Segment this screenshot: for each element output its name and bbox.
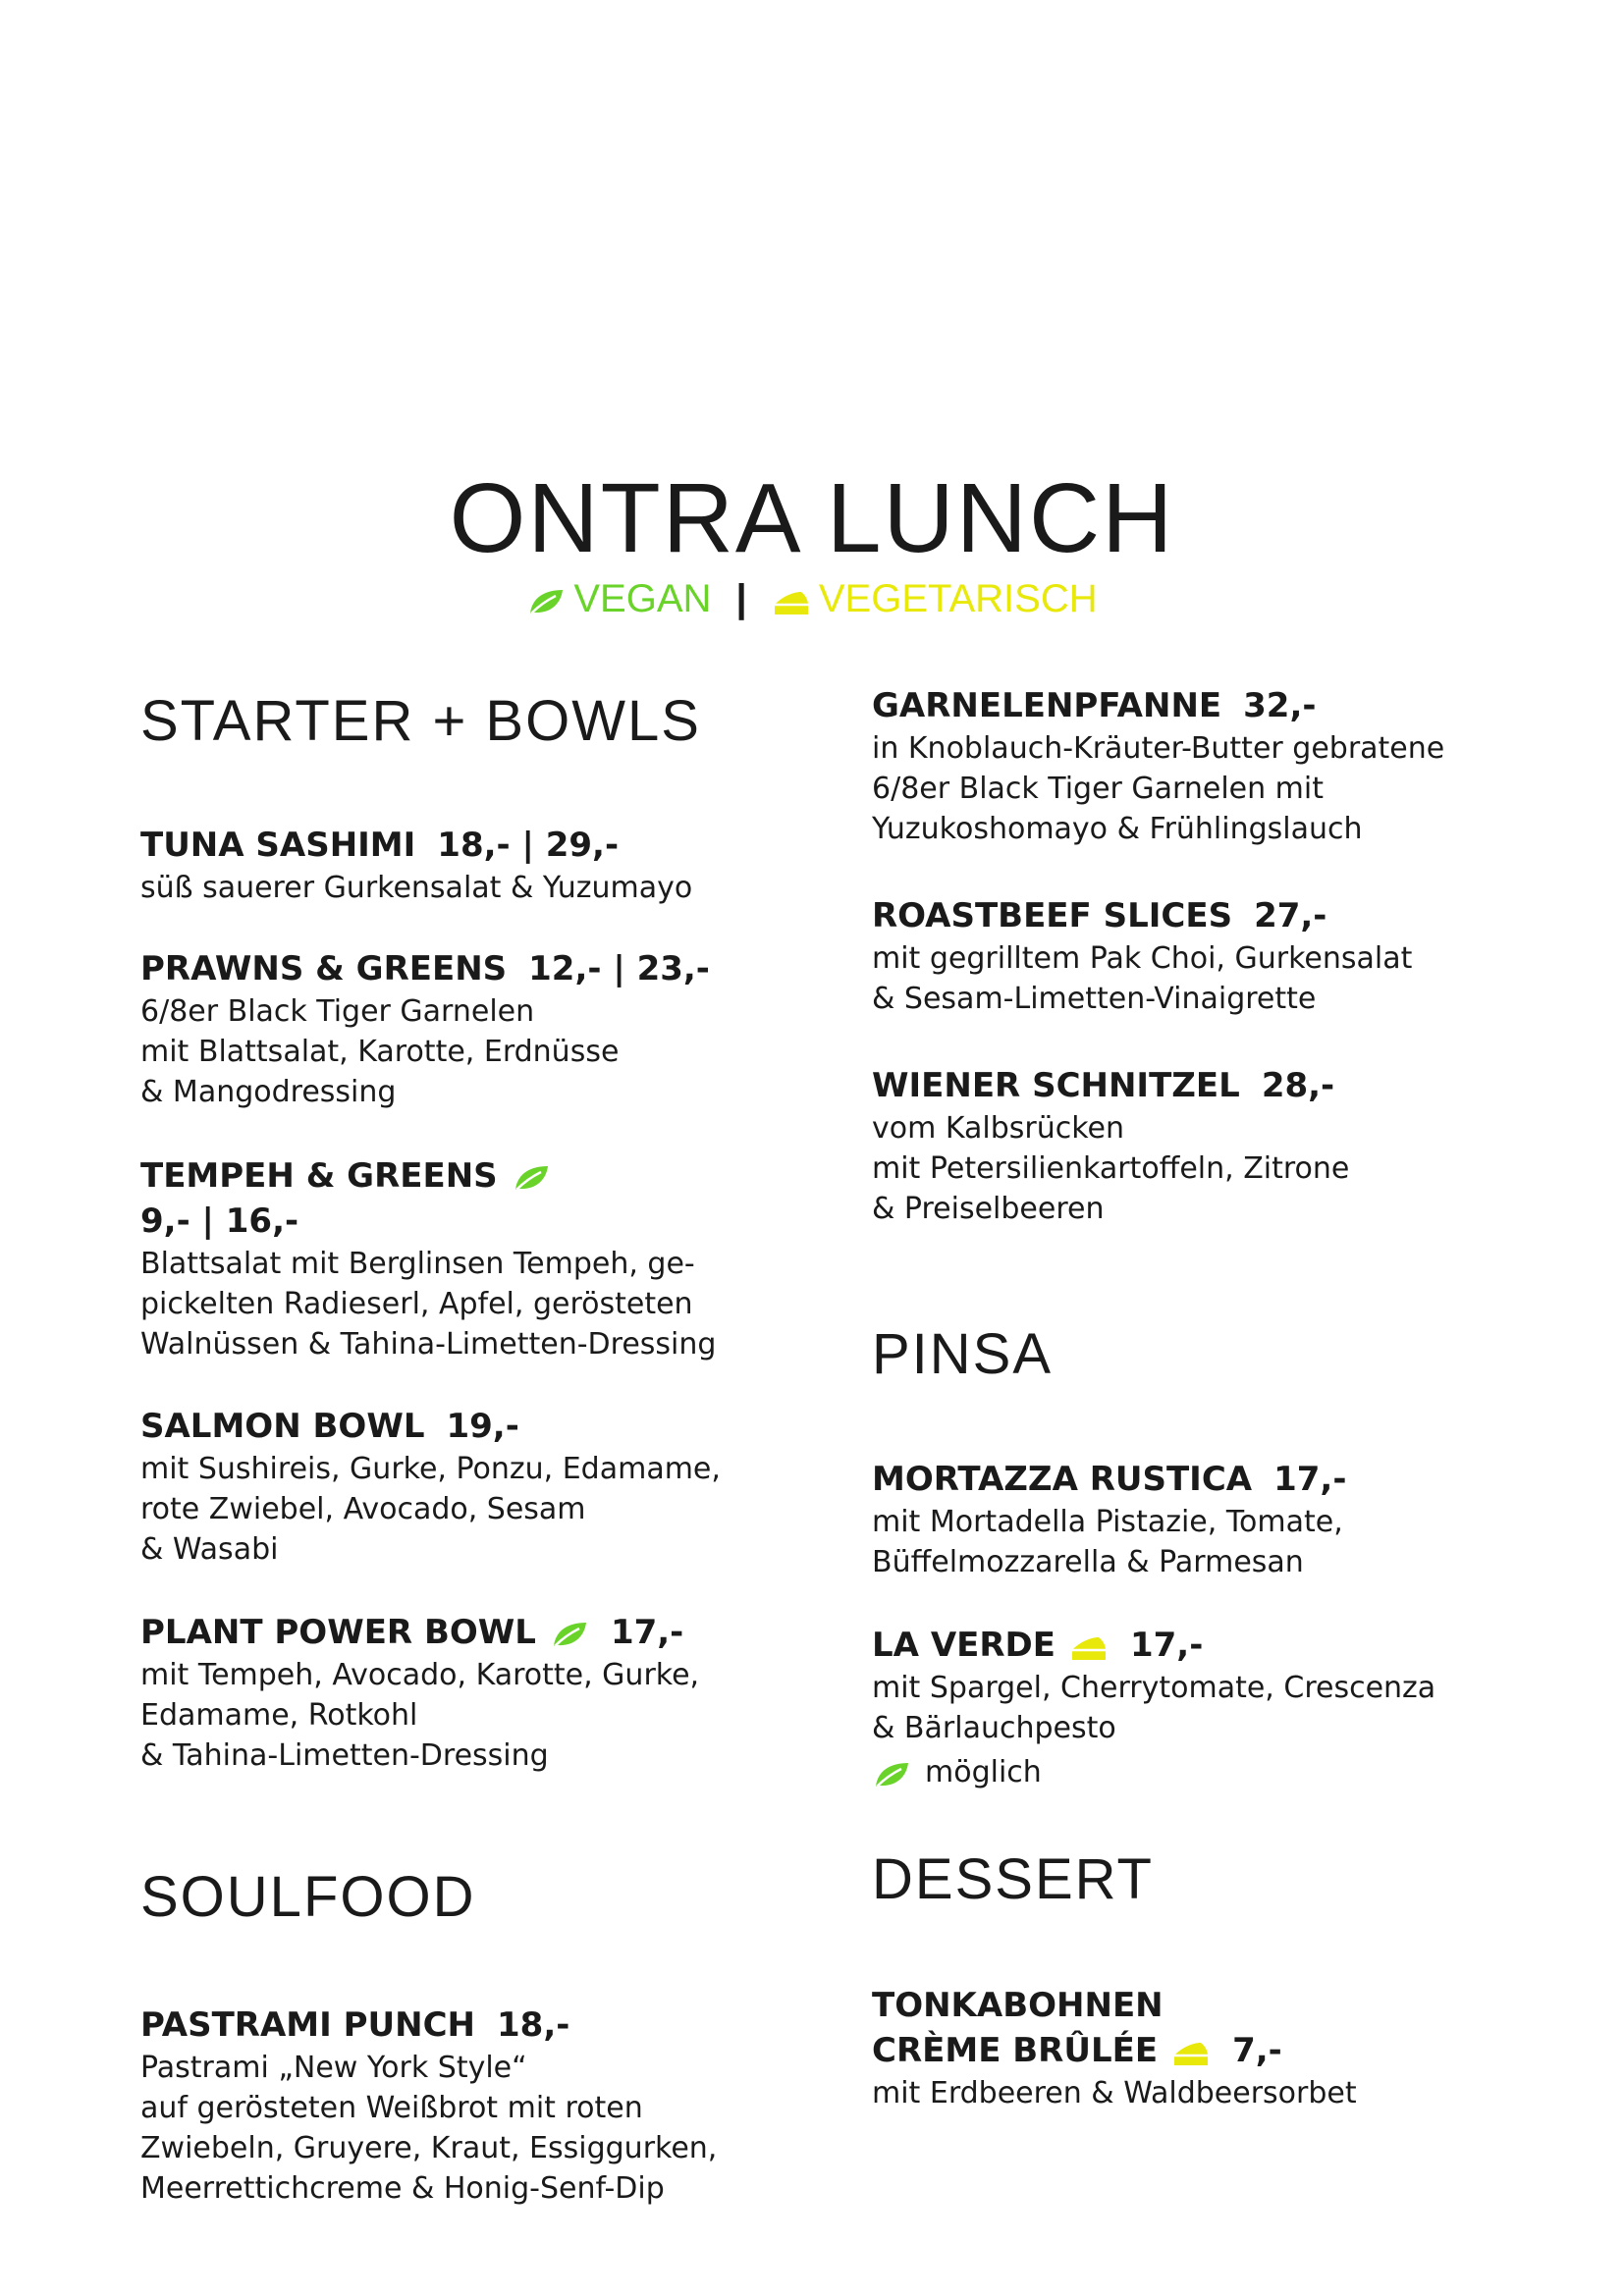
menu-item (140, 2002, 847, 2209)
leaf-icon (512, 1163, 551, 1193)
item-name-line (872, 1623, 1579, 1668)
vegan-option-label: möglich (925, 1755, 1042, 1789)
item-name-line (872, 683, 1579, 728)
cheese-icon (772, 589, 811, 616)
item-name: GARNELENPFANNE (872, 686, 1222, 725)
item-name: TEMPEH & GREENS (140, 1156, 498, 1196)
item-price: 12,- | 23,- (528, 949, 710, 988)
menu-item (140, 946, 847, 1112)
vegan-option-note (872, 1752, 1579, 1792)
menu-item (140, 1153, 847, 1364)
leaf-icon (550, 1620, 589, 1649)
item-name-line (872, 1063, 1579, 1108)
item-description: mit Erdbeeren & Waldbeersorbet (872, 2076, 1357, 2110)
item-description: Blattsalat mit Berglinsen Tempeh, ge- pickelten Radieserl, Apfel, gerösteten Walnüssen & Tahina-Limetten-Dressing (140, 1247, 717, 1362)
item-description: mit Mortadella Pistazie, Tomate, Büffelmozzarella & Parmesan (872, 1505, 1343, 1579)
item-name: ROASTBEEF SLICES (872, 896, 1233, 935)
item-description: süß sauerer Gurkensalat & Yuzumayo (140, 871, 693, 905)
item-name-line (872, 2028, 1579, 2073)
item-name-line (140, 1404, 847, 1449)
item-price: 7,- (1232, 2031, 1282, 2070)
item-price: 28,- (1261, 1066, 1335, 1105)
section-title-dessert: DESSERT (872, 1847, 1154, 1911)
legend-vegetarian-label: VEGETARISCH (818, 577, 1098, 620)
item-price: 18,- | 29,- (437, 826, 620, 865)
item-name-line (872, 1457, 1579, 1502)
item-price: 9,- | 16,- (140, 1201, 299, 1241)
item-description: 6/8er Black Tiger Garnelen mit Blattsalat, Karotte, Erdnüsse & Mangodressing (140, 994, 620, 1109)
item-name: MORTAZZA RUSTICA (872, 1460, 1253, 1499)
cheese-icon (1171, 2040, 1211, 2067)
item-name-line2: CRÈME BRÛLÉE (872, 2031, 1159, 2070)
cheese-icon (1069, 1634, 1109, 1662)
item-description: mit Tempeh, Avocado, Karotte, Gurke, Edamame, Rotkohl & Tahina-Limetten-Dressing (140, 1658, 700, 1773)
section-title-pinsa: PINSA (872, 1322, 1054, 1386)
menu-item (872, 1623, 1579, 1792)
item-price: 17,- (1129, 1626, 1204, 1665)
item-description: in Knoblauch-Kräuter-Butter gebratene 6/8er Black Tiger Garnelen mit Yuzukoshomayo & Frühlingslauch (872, 731, 1445, 846)
item-name-line (140, 1610, 847, 1655)
item-name: PASTRAMI PUNCH (140, 2005, 475, 2045)
legend-vegan (526, 577, 722, 620)
item-name: LA VERDE (872, 1626, 1056, 1665)
menu-item (872, 1457, 1579, 1582)
item-name: TONKABOHNEN (872, 1986, 1164, 2025)
item-description: mit gegrilltem Pak Choi, Gurkensalat & Sesam-Limetten-Vinaigrette (872, 941, 1413, 1016)
item-name: WIENER SCHNITZEL (872, 1066, 1240, 1105)
menu-item (140, 1610, 847, 1776)
item-price: 27,- (1254, 896, 1327, 935)
item-description: Pastrami „New York Style“ auf gerösteten Weißbrot mit roten Zwiebeln, Gruyere, Kraut, Essiggurken, Meerrettichcreme & Honig-Senf-Dip (140, 2051, 718, 2206)
item-description: mit Spargel, Cherrytomate, Crescenza & Bärlauchpesto (872, 1671, 1436, 1745)
legend-vegan-label: VEGAN (573, 577, 712, 620)
item-name-line (140, 823, 847, 868)
item-price: 18,- (497, 2005, 570, 2045)
item-description: vom Kalbsrücken mit Petersilienkartoffeln, Zitrone & Preiselbeeren (872, 1111, 1350, 1226)
item-name-line (140, 1153, 847, 1199)
item-description: mit Sushireis, Gurke, Ponzu, Edamame, rote Zwiebel, Avocado, Sesam & Wasabi (140, 1452, 721, 1567)
menu-title: ONTRA LUNCH (449, 463, 1175, 573)
menu-item (872, 1063, 1579, 1229)
item-name: PLANT POWER BOWL (140, 1613, 536, 1652)
legend-separator: | (735, 577, 747, 620)
section-title-soulfood: SOULFOOD (140, 1865, 476, 1929)
item-name: SALMON BOWL (140, 1407, 425, 1446)
item-price: 17,- (610, 1613, 684, 1652)
diet-legend (0, 577, 1624, 620)
menu-item (872, 1983, 1579, 2113)
leaf-icon (872, 1760, 911, 1789)
item-name-line (872, 893, 1579, 938)
legend-vegetarian (772, 577, 1098, 620)
item-name: PRAWNS & GREENS (140, 949, 508, 988)
menu-item (872, 683, 1579, 849)
item-name-line (140, 2002, 847, 2048)
item-price: 17,- (1273, 1460, 1347, 1499)
item-name-line (140, 946, 847, 991)
leaf-icon (526, 587, 566, 616)
item-price: 19,- (446, 1407, 519, 1446)
item-name: TUNA SASHIMI (140, 826, 416, 865)
item-price: 32,- (1243, 686, 1317, 725)
menu-item (140, 1404, 847, 1570)
menu-item (872, 893, 1579, 1019)
section-title-starter: STARTER + BOWLS (140, 689, 701, 753)
menu-item (140, 823, 847, 908)
